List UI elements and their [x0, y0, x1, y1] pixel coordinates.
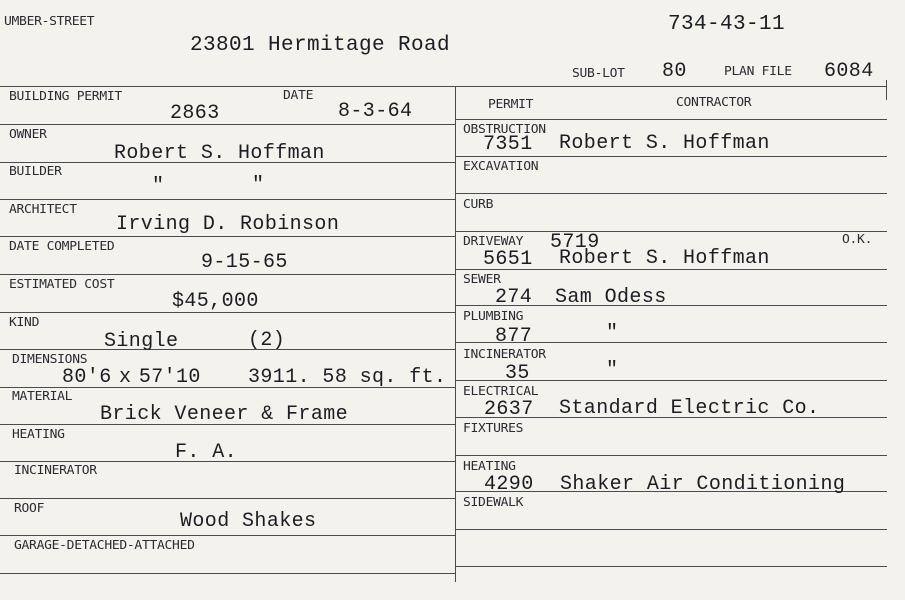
- address: 23801 Hermitage Road: [190, 34, 451, 57]
- electrical-permit: 2637: [484, 398, 534, 421]
- permit-header: PERMIT: [488, 97, 534, 112]
- divider: [455, 156, 887, 157]
- electrical-label: ELECTRICAL: [463, 384, 539, 399]
- date: 8-3-64: [338, 100, 413, 123]
- incinerator-label: INCINERATOR: [463, 347, 546, 362]
- divider: [0, 124, 455, 125]
- date-label: DATE: [283, 88, 314, 103]
- driveway-label: DRIVEWAY: [463, 234, 524, 249]
- kind-label: KIND: [9, 315, 40, 330]
- divider: [0, 236, 455, 237]
- owner: Robert S. Hoffman: [114, 142, 325, 165]
- dimensions: 80'6 x 57'10: [62, 366, 201, 389]
- divider: [0, 349, 455, 350]
- heating-permit: 4290: [484, 473, 534, 496]
- driveway-permit-2: 5651: [483, 248, 533, 271]
- divider: [0, 535, 455, 536]
- plumbing-label: PLUMBING: [463, 309, 524, 324]
- obstruction-permit: 7351: [483, 133, 533, 156]
- incinerator-label: INCINERATOR: [14, 463, 97, 478]
- heating: F. A.: [175, 441, 238, 464]
- estimated-cost-label: ESTIMATED COST: [9, 277, 115, 292]
- contractor-header: CONTRACTOR: [676, 95, 752, 110]
- heating-contractor: Shaker Air Conditioning: [560, 473, 846, 496]
- right-edge-line: [886, 80, 887, 100]
- garage-label: GARAGE-DETACHED-ATTACHED: [14, 538, 195, 553]
- builder-ditto: ": [252, 174, 265, 197]
- heating-label: HEATING: [12, 427, 65, 442]
- driveway-ok: O.K.: [842, 232, 873, 247]
- plan-file: 6084: [824, 60, 874, 83]
- material-label: MATERIAL: [12, 389, 73, 404]
- builder-label: BUILDER: [9, 164, 62, 179]
- divider: [455, 529, 887, 530]
- driveway-contractor: Robert S. Hoffman: [559, 247, 770, 270]
- fixtures-label: FIXTURES: [463, 421, 524, 436]
- date-completed-label: DATE COMPLETED: [9, 239, 115, 254]
- architect: Irving D. Robinson: [116, 213, 340, 236]
- roof-label: ROOF: [14, 501, 45, 516]
- building-permit-label: BUILDING PERMIT: [9, 89, 122, 104]
- heating-label: HEATING: [463, 459, 516, 474]
- area: 3911. 58 sq. ft.: [248, 366, 447, 389]
- architect-label: ARCHITECT: [9, 202, 77, 217]
- obstruction-contractor: Robert S. Hoffman: [559, 132, 770, 155]
- plan-file-label: PLAN FILE: [724, 64, 792, 79]
- building-permit: 2863: [170, 102, 220, 125]
- divider: [455, 231, 887, 232]
- estimated-cost: $45,000: [172, 290, 259, 313]
- plumbing-permit: 877: [495, 325, 533, 348]
- dimensions-label: DIMENSIONS: [12, 352, 88, 367]
- divider: [455, 566, 887, 567]
- owner-label: OWNER: [9, 127, 47, 142]
- incinerator-ditto: ": [606, 359, 619, 382]
- divider: [455, 455, 887, 456]
- kind: Single: [104, 330, 179, 353]
- divider: [455, 119, 887, 120]
- builder-ditto: ": [152, 175, 165, 198]
- plumbing-ditto: ": [606, 322, 619, 345]
- kind-count: (2): [248, 329, 286, 352]
- electrical-contractor: Standard Electric Co.: [559, 397, 820, 420]
- driveway-permit: 5719: [550, 231, 600, 254]
- divider: [0, 573, 455, 574]
- sublot-label: SUB-LOT: [572, 66, 625, 81]
- divider: [0, 274, 455, 275]
- number-street-label: UMBER-STREET: [4, 14, 95, 29]
- obstruction-label: OBSTRUCTION: [463, 122, 546, 137]
- sublot: 80: [662, 60, 687, 83]
- divider: [455, 193, 887, 194]
- sewer-label: SEWER: [463, 272, 501, 287]
- divider: [0, 86, 887, 87]
- sewer-permit: 274: [495, 286, 533, 309]
- divider: [0, 199, 455, 200]
- divider: [0, 498, 455, 499]
- parcel-number: 734-43-11: [668, 13, 786, 36]
- excavation-label: EXCAVATION: [463, 159, 539, 174]
- material: Brick Veneer & Frame: [100, 403, 349, 426]
- date-completed: 9-15-65: [201, 251, 288, 274]
- sewer-contractor: Sam Odess: [555, 286, 667, 309]
- incinerator-permit: 35: [505, 362, 530, 385]
- center-divider: [455, 86, 456, 582]
- sidewalk-label: SIDEWALK: [463, 495, 524, 510]
- roof: Wood Shakes: [180, 510, 317, 533]
- curb-label: CURB: [463, 197, 494, 212]
